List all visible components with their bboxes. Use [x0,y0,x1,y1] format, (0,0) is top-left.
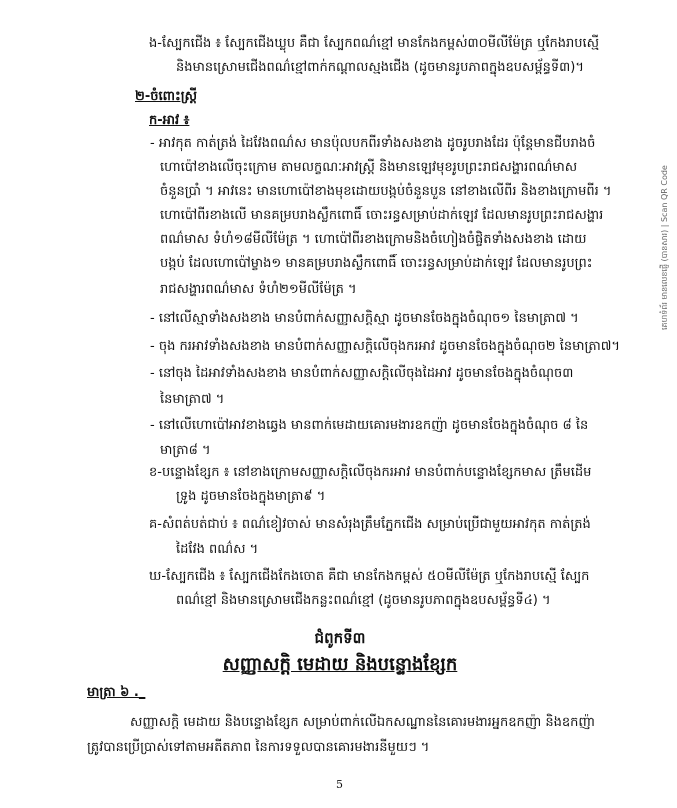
side-watermark: គេហទំព័រ មានលេខផ្ញើ​ (បានសារ) | Scan QR Code [660,165,669,330]
doc-line: ហោប៉ៅពីរខាងលើ មានគម្របរាងស្លឹកពោធិ៍ ចោះរន្ធសម្រាប់ដាក់ឡេវ ដែលមានរូបព្រះរាជសង្ហារ [160,208,604,223]
page-number: 5 [336,778,343,791]
doc-line: ង-ស្បែកជើង ៖ ស្បែកជើងឃ្លុប គឺជា ស្បែកពណ៌ខ្មៅ មានកែងកម្ពស់៣០មីលីម៉ែត្រ ឬកែងរាបស្មើ [149,36,599,51]
chapter-subtitle: សញ្ញាសក្តិ មេដាយ និងបន្ទោងខ្សែក [222,654,458,675]
subsection-heading: ក-អាវ ៖ [149,113,190,128]
doc-line: ទ្រូង ដូចមានចែងក្នុងមាត្រា៩ ។ [176,489,326,504]
doc-line: ចំនួនប្រាំ ។ អាវនេះ មានហោប៉ៅខាងមុខដោយបង្កប់ចំនួនបួន នៅខាងលើពីរ និងខាងក្រោមពីរ ។ [160,184,612,199]
article-heading: មាត្រា ៦ ._ [87,685,146,700]
chapter-title: ជំពូកទី៣ [314,629,366,647]
doc-line: - នៅលើស្មាទាំងសងខាង មានបំពាក់សញ្ញាសក្តិស្មា ដូចមានចែងក្នុងចំណុច១ នៃមាត្រា៧ ។ [150,311,579,326]
doc-line: ពណ៌ខ្មៅ និងមានស្រោមជើងកន្លះពណ៌ខ្មៅ (ដូចមានរូបភាពក្នុងឧបសម្ព័ន្ធទី៤) ។ [176,593,551,608]
doc-line: គ-សំពត់បត់ជាប់ ៖ ពណ៌ខៀវចាស់ មានសំរុងត្រឹមភ្នែកជើង សម្រាប់ប្រើជាមួយអាវកុត កាត់ត្រង់ [149,517,591,532]
doc-line: នៃមាត្រា៧ ។ [160,392,225,407]
doc-line: ពណ៌មាស ទំហំ១៨មីលីម៉ែត្រ ។ ហោប៉ៅពីរខាងក្រោមនិងចំហៀងចំផ្ចិតទាំងសងខាង ដោយ [160,232,587,247]
doc-line: - ចុង ករអាវទាំងសងខាង មានបំពាក់សញ្ញាសក្តិលើចុងករអាវ ដូចមានចែងក្នុងចំណុច២ នៃមាត្រា៧។ [150,339,621,354]
section-heading: ២-ចំពោះស្ត្រី [135,89,197,104]
doc-line: - នៅចុង ដៃអាវទាំងសងខាង មានបំពាក់សញ្ញាសក្តិលើចុងដៃអាវ ដូចមានចែងក្នុងចំណុច៣ [150,366,574,381]
doc-line: មាត្រា៨ ។ [160,443,211,458]
doc-line: - នៅលើហោប៉ៅអាវខាងឆ្វេង មានពាក់មេដាយគោរមងារឧកញ៉ា ដូចមានចែងក្នុងចំណុច ៨ នៃ [150,418,589,433]
doc-line: ឃ-ស្បែកជើង ៖ ស្បែកជើងកែងចោត គឺជា មានកែងកម្ពស់ ៥០មីលីម៉ែត្រ ឬកែងរាបស្មើ ស្បែក [149,569,590,584]
doc-line: ខ-បន្ទោងខ្សែក ៖ នៅខាងក្រោមសញ្ញាសក្តិលើចុងករអាវ មានបំពាក់បន្ទោងខ្សែកមាស ត្រឹមដើម [149,465,592,480]
doc-line: - អាវកុត កាត់ត្រង់ ដៃវែងពណ៌ស មានប៉ុលបកពីរទាំងសងខាង ដូចរូបរាងដែរ ប៉ុន្តែមានជីបរាងចំ [150,136,596,151]
doc-line: ហោប៉ៅខាងលើចុះក្រោម តាមលក្ខណៈអាវស្ត្រី និងមានឡេវមុខរូបព្រះរាជសង្ហារពណ៌មាស [160,160,578,175]
doc-line: ដៃវែង ពណ៌ស ។ [176,542,259,557]
doc-line: បង្កប់ ដែលហោប៉ៅម្ខាង១ មានគម្របរាងស្លឹកពោធិ៍ ចោះរន្ធសម្រាប់ដាក់ឡេវ ដែលមានរូបព្រះ [160,256,593,271]
doc-line: សញ្ញាសក្តិ មេដាយ និងបន្ទោងខ្សែក សម្រាប់ពាក់លើឯកសណ្ឋាននៃគោរមងារអ្នកឧកញ៉ា និងឧកញ៉ា [130,715,595,730]
doc-line: ត្រូវបានប្រើប្រាស់ទៅតាមអតីតភាព នៃការទទួលបានគោរមងារនីមួយៗ ។ [87,740,430,755]
doc-line: រាជសង្ហារពណ៌មាស ទំហំ២១មីលីម៉ែត្រ ។ [160,282,357,297]
doc-line: និងមានស្រោមជើងពណ៌ខ្មៅពាក់កណ្តាលស្មងជើង (ដូចមានរូបភាពក្នុងឧបសម្ព័ន្ធទី៣)។ [176,60,584,75]
